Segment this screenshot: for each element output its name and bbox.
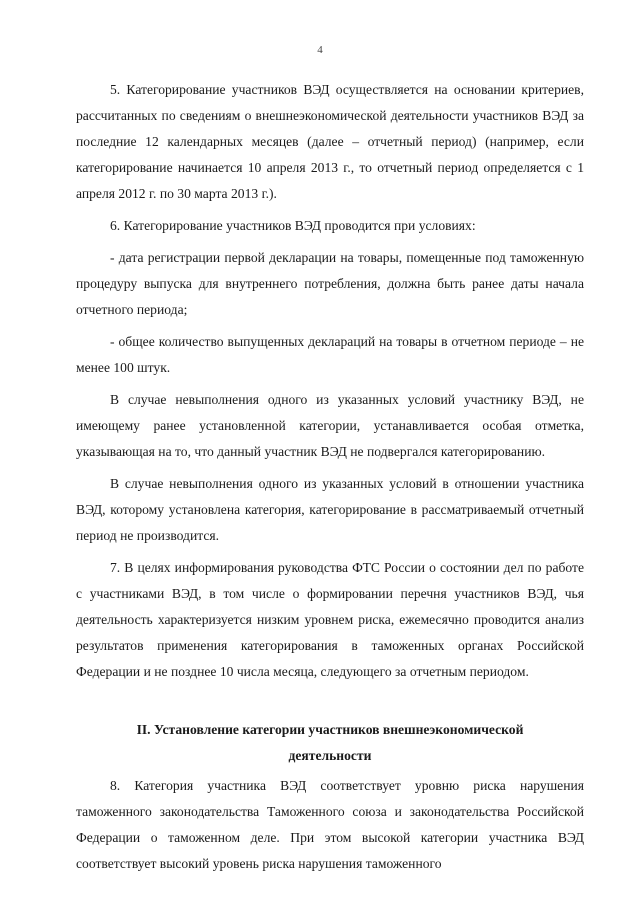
paragraph-6-item-1: - дата регистрации первой декларации на товары, помещенные под таможенную процедуру выпуска для внутреннего потребления, должна быть ранее даты начала отчетного периода;: [76, 250, 584, 317]
paragraph-8: 8. Категория участника ВЭД соответствует уровню риска нарушения таможенного законодательства Таможенного союза и законодательства Российской Федерации о таможенном деле. При этом высокой категории участника ВЭД соответствует высокий уровень риска нарушения таможенного: [76, 778, 584, 871]
paragraph-7: 7. В целях информирования руководства ФТС России о состоянии дел по работе с участниками ВЭД, в том числе о формировании перечня участников ВЭД, чья деятельность характеризуется низким уровнем риска, ежемесячно проводится анализ результатов применения категорирования в таможенных органах Российской Федерации и не позднее 10 числа месяца, следующего за отчетным периодом.: [76, 560, 584, 679]
section-heading-line-2: деятельности: [288, 748, 372, 763]
section-heading: [76, 717, 584, 769]
page-number: 4: [317, 44, 323, 56]
paragraph-5: 5. Категорирование участников ВЭД осуществляется на основании критериев, рассчитанных по сведениям о внешнеэкономической деятельности участников ВЭД за последние 12 календарных месяцев (далее – отчетный период) (например, если категорирование начинается 10 апреля 2013 г., то отчетный период определяется с 1 апреля 2012 г. по 30 марта 2013 г.).: [76, 82, 584, 201]
document-body: [76, 77, 584, 877]
paragraph-6-note-1: В случае невыполнения одного из указанных условий участнику ВЭД, не имеющему ранее установленной категории, устанавливается особая отметка, указывающая на то, что данный участник ВЭД не подвергался категорированию.: [76, 392, 584, 459]
paragraph-6-item-2: - общее количество выпущенных деклараций на товары в отчетном периоде – не менее 100 штук.: [76, 334, 584, 375]
paragraph-6-note-2: В случае невыполнения одного из указанных условий в отношении участника ВЭД, которому установлена категория, категорирование в рассматриваемый отчетный период не производится.: [76, 476, 584, 543]
section-heading-line-1: II. Установление категории участников внешнеэкономической: [136, 722, 524, 737]
paragraph-6: 6. Категорирование участников ВЭД проводится при условиях:: [110, 218, 476, 233]
